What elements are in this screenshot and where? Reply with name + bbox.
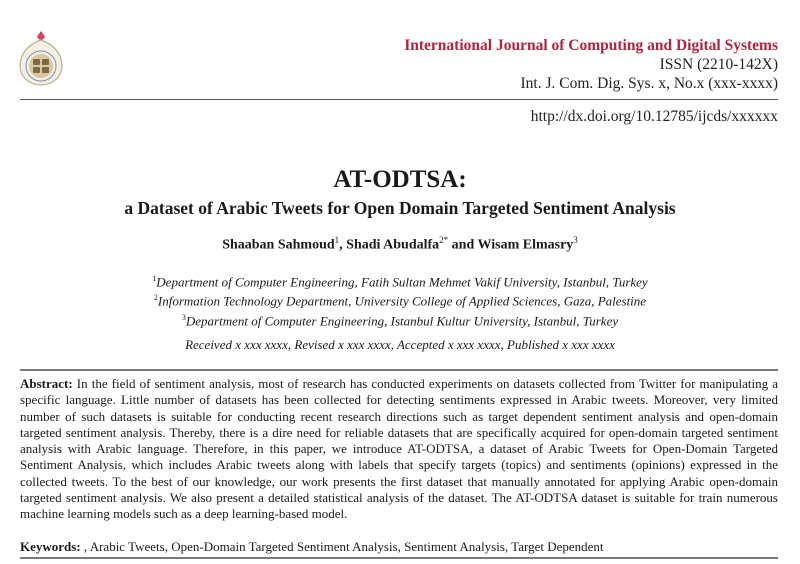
paper-subtitle: a Dataset of Arabic Tweets for Open Domain Targeted Sentiment Analysis: [124, 198, 676, 218]
affiliation-mark: 3: [181, 312, 186, 322]
publication-dates: Received x xxx xxxx, Revised x xxx xxxx, Accepted x xxx xxxx, Published x xxx xxxx: [185, 337, 615, 352]
keywords-label: Keywords:: [20, 539, 81, 554]
issn: ISSN (2210-142X): [659, 56, 778, 73]
journal-header: [404, 36, 778, 93]
citation: Int. J. Com. Dig. Sys. x, No.x (xxx-xxxx): [520, 75, 778, 92]
author-separator: ,: [339, 237, 347, 253]
affiliation: [0, 290, 800, 309]
journal-seal-icon: [18, 28, 64, 86]
affiliation-mark: 2: [153, 293, 158, 303]
abstract-text: In the field of sentiment analysis, most of research has conducted experiments on datasets collected from Twitter for manipulating a specific language. Little number of datasets has been collected for detecting sentiments expressed in Arabic tweets. Moreover, very limited number of such datasets is suitable for conducting recent research directions such as target dependent sentiment analysis and open-domain targeted sentiment analysis. Thereby, there is a dire need for reliable datasets that are specifically acquired for open-domain targeted sentiment analysis with Arabic language. Therefore, in this paper, we introduce AT-ODTSA, a dataset of Arabic Tweets for Open-Domain Targeted Sentiment Analysis, which includes Arabic tweets along with labels that specify targets (topics) and sentiments (opinions) expressed in the collected tweets. To the best of our knowledge, our work presents the first dataset that manually annotated for applying Arabic open-domain targeted sentiment analysis. We also present a detailed statistical analysis of the dataset. The AT-ODTSA dataset is suitable for train numerous machine learning models such as a deep learning-based model.: [20, 376, 778, 522]
doi-link[interactable]: http://dx.doi.org/10.12785/ijcds/xxxxxx: [530, 108, 778, 125]
author-list: [0, 235, 800, 254]
abstract-label: Abstract:: [20, 376, 73, 391]
paper-title: AT-ODTSA:: [333, 166, 467, 193]
affiliation-text: Department of Computer Engineering, Fatih Sultan Mehmet Vakif University, Istanbul, Turkey: [156, 274, 648, 290]
affiliation: [0, 271, 800, 290]
abstract-bottom-rule: [20, 557, 778, 559]
author-mark: 2*: [439, 235, 449, 245]
affiliation: [0, 310, 800, 329]
author-separator: and: [448, 237, 478, 253]
affiliation-list: [0, 271, 800, 329]
abstract-top-rule: [20, 369, 778, 371]
affiliation-text: Department of Computer Engineering, Istanbul Kultur University, Istanbul, Turkey: [185, 312, 619, 328]
author-name: Wisam Elmasry: [477, 237, 574, 253]
journal-name: International Journal of Computing and Digital Systems: [404, 37, 778, 54]
keywords: [20, 539, 778, 555]
affiliation-text: Information Technology Department, University College of Applied Sciences, Gaza, Palestine: [157, 293, 647, 309]
author-name: Shaaban Sahmoud: [222, 237, 335, 253]
abstract: [20, 376, 778, 523]
author-mark: 3: [573, 235, 578, 245]
keywords-text: , Arabic Tweets, Open-Domain Targeted Sentiment Analysis, Sentiment Analysis, Target Dependent: [83, 539, 604, 554]
author-name: Shadi Abudalfa: [346, 237, 440, 253]
author-mark: 1: [334, 235, 340, 245]
header-rule: [20, 99, 778, 100]
affiliation-mark: 1: [152, 274, 157, 283]
